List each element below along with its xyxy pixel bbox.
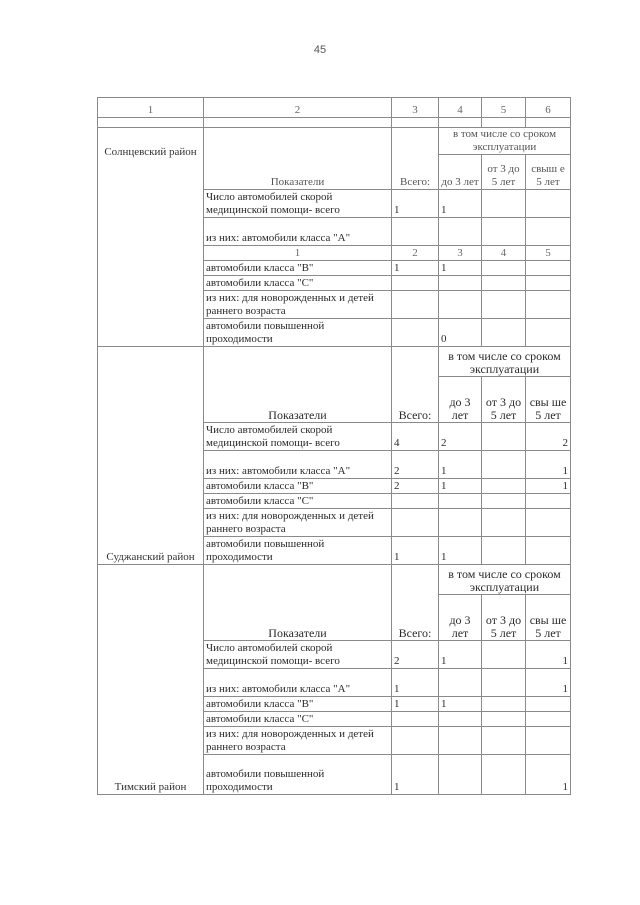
- table-row: из них: автомобили класса "А" 1 1: [98, 669, 571, 697]
- table-row: из них: автомобили класса "А" 2 1 1: [98, 451, 571, 479]
- table-row: автомобили повышенной проходимости 1 1: [98, 537, 571, 565]
- col-indicators: Показатели: [204, 128, 392, 190]
- table-row: из них: для новорожденных и детей раннего возраста: [98, 509, 571, 537]
- table-row: автомобили класса "В" 1 1: [98, 261, 571, 276]
- table-row: из них: для новорожденных и детей раннего возраста: [98, 291, 571, 319]
- table-row: из них: автомобили класса "А": [98, 218, 571, 246]
- col-gt5: свыш е 5 лет: [526, 155, 571, 190]
- timsky-header-row: [98, 565, 571, 595]
- col-num-6: 6: [526, 98, 571, 118]
- col-num-4: 4: [439, 98, 482, 118]
- table-row: автомобили повышенной проходимости 0: [98, 319, 571, 347]
- col-lt3: до 3 лет: [439, 595, 482, 641]
- col-num-5: 5: [482, 98, 526, 118]
- span-header: в том числе со сроком эксплуатации: [439, 565, 571, 595]
- column-number-row: [98, 98, 571, 118]
- col-gt5: свы ше 5 лет: [526, 595, 571, 641]
- vehicles-table: [97, 97, 571, 795]
- span-header: в том числе со сроком эксплуатации: [439, 128, 571, 155]
- col-num-2: 2: [204, 98, 392, 118]
- inner-number-row: 1 2 3 4 5: [98, 246, 571, 261]
- col-num-3: 3: [392, 98, 439, 118]
- col-gt5: свы ше 5 лет: [526, 377, 571, 423]
- col-indicators: Показатели: [204, 347, 392, 423]
- table-row: автомобили класса "В" 1 1: [98, 697, 571, 712]
- col-3to5: от 3 до 5 лет: [482, 595, 526, 641]
- page-number: 45: [313, 44, 327, 56]
- span-header: в том числе со сроком эксплуатации: [439, 347, 571, 377]
- table-row: автомобили класса "С": [98, 276, 571, 291]
- table-row: автомобили повышенной проходимости 1 1: [98, 755, 571, 795]
- solntsevsky-header-row: [98, 128, 571, 155]
- table-row: автомобили класса "В" 2 1 1: [98, 479, 571, 494]
- col-total: Всего:: [392, 565, 439, 641]
- table-row: из них: для новорожденных и детей раннего возраста: [98, 727, 571, 755]
- col-3to5: от 3 до 5 лет: [482, 377, 526, 423]
- sudzhansky-header-row: [98, 347, 571, 377]
- table-row: автомобили класса "С": [98, 494, 571, 509]
- col-num-1: 1: [98, 98, 204, 118]
- col-lt3: до 3 лет: [439, 377, 482, 423]
- col-total: Всего:: [392, 128, 439, 190]
- district-name: Солнцевский район: [98, 128, 204, 347]
- table-row: Число автомобилей скорой медицинской помощи- всего 4 2 2: [98, 423, 571, 451]
- district-name: Тимский район: [98, 565, 204, 795]
- district-name: Суджанский район: [98, 347, 204, 565]
- table-row: Число автомобилей скорой медицинской помощи- всего 1 1: [98, 190, 571, 218]
- col-indicators: Показатели: [204, 565, 392, 641]
- table-row: автомобили класса "С": [98, 712, 571, 727]
- col-3to5: от 3 до 5 лет: [482, 155, 526, 190]
- table-row: Число автомобилей скорой медицинской помощи- всего 2 1 1: [98, 641, 571, 669]
- col-lt3: до 3 лет: [439, 155, 482, 190]
- col-total: Всего:: [392, 347, 439, 423]
